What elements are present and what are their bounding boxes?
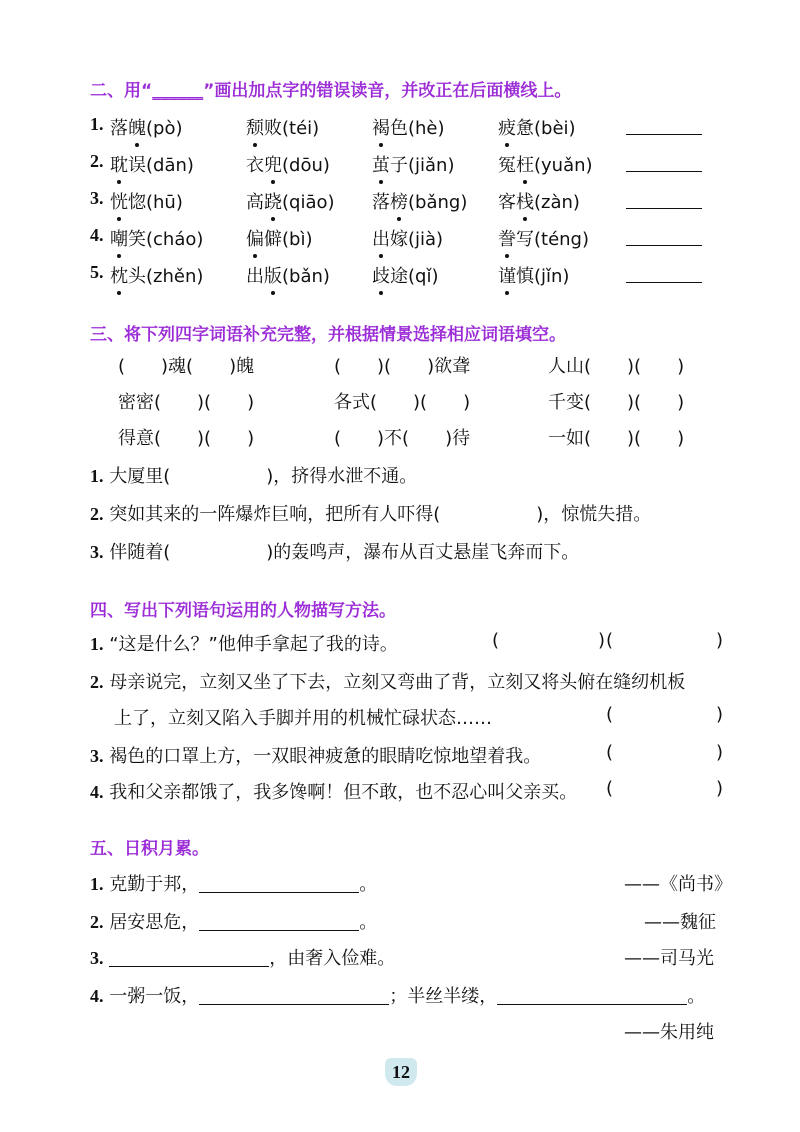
sec2-word: 冤枉(yuǎn) <box>498 151 593 177</box>
paren-close: ) <box>716 778 724 799</box>
source-simaguang: ——司马光 <box>624 948 714 969</box>
sec2-word: 恍惚(hū) <box>110 188 183 214</box>
section-5-title: 五、日积月累。 <box>90 839 209 859</box>
sec2-row-number: 4. <box>90 225 104 245</box>
dotted-character: 跷 <box>264 188 282 214</box>
sec2-word: 颓败(téi) <box>246 114 319 140</box>
dotted-character: 歧 <box>372 262 390 288</box>
answer-line[interactable] <box>626 245 702 246</box>
dotted-character: 颓 <box>246 114 264 140</box>
answer-line[interactable] <box>626 208 702 209</box>
sec2-word: 嘲笑(cháo) <box>110 225 203 251</box>
idiom-blank[interactable]: 各式( )( ) <box>334 392 471 413</box>
section-2-title: 二、用“______”画出加点字的错误读音，并改正在后面横线上。 <box>90 81 572 101</box>
sec5-question-3: 3. ，由奢入俭难。 <box>90 948 396 969</box>
sec2-word: 出嫁(jià) <box>372 225 443 251</box>
sec2-word: 客栈(zàn) <box>498 188 580 214</box>
sec2-word: 衣兜(dōu) <box>246 151 330 177</box>
dotted-character: 枉 <box>516 151 534 177</box>
sec2-word: 誊写(téng) <box>498 225 589 251</box>
section-3-title: 三、将下列四字词语补充完整，并根据情景选择相应词语填空。 <box>90 325 566 345</box>
idiom-blank[interactable]: 人山( )( ) <box>548 356 685 377</box>
sec2-row-number: 1. <box>90 114 104 134</box>
sec3-question-3: 3. 伴随着( )的轰鸣声，瀑布从百丈悬崖飞奔而下。 <box>90 542 580 563</box>
sec4-question-4: 4. 我和父亲都饿了，我多馋啊！但不敢，也不忍心叫父亲买。 <box>90 782 578 803</box>
paren-open: ( <box>606 742 614 763</box>
dotted-character: 版 <box>264 262 282 288</box>
sec3-question-1: 1. 大厦里( )，挤得水泄不通。 <box>90 466 418 487</box>
sec4-question-2: 2. 母亲说完，立刻又坐了下去，立刻又弯曲了背，立刻又将头俯在缝纫机板 <box>90 672 686 693</box>
dotted-character: 栈 <box>516 188 534 214</box>
answer-line[interactable] <box>497 986 687 1005</box>
dotted-character: 褐 <box>372 114 390 140</box>
paren-close: ) <box>598 630 606 651</box>
answer-line[interactable] <box>199 912 359 931</box>
paren-close: ) <box>716 704 724 725</box>
paren-close: ) <box>716 742 724 763</box>
answer-line[interactable] <box>199 874 359 893</box>
sec2-word: 偏僻(bì) <box>246 225 312 251</box>
sec4-question-2-cont: 上了，立刻又陷入手脚并用的机械忙碌状态…… <box>114 708 492 729</box>
dotted-character: 嘲 <box>110 225 128 251</box>
idiom-blank[interactable]: 得意( )( ) <box>118 428 255 449</box>
sec2-word: 落魄(pò) <box>110 114 182 140</box>
sec2-word: 枕头(zhěn) <box>110 262 203 288</box>
dotted-character: 枕 <box>110 262 128 288</box>
dotted-character: 耽 <box>110 151 128 177</box>
sec5-question-2: 2. 居安思危， 。 <box>90 912 378 933</box>
dotted-character: 谨 <box>498 262 516 288</box>
sec5-question-4: 4. 一粥一饭， ；半丝半缕， 。 <box>90 986 706 1007</box>
sec3-question-2: 2. 突如其来的一阵爆炸巨响，把所有人吓得( )，惊慌失措。 <box>90 504 652 525</box>
idiom-blank[interactable]: 一如( )( ) <box>548 428 685 449</box>
dotted-character: 恍 <box>110 188 128 214</box>
sec4-question-1: 1. “这是什么？”他伸手拿起了我的诗。 <box>90 634 398 655</box>
idiom-blank[interactable]: ( )魂( )魄 <box>118 356 255 377</box>
idiom-blank[interactable]: ( )不( )待 <box>334 428 471 449</box>
paren-open: ( <box>492 630 500 651</box>
dotted-character: 出 <box>372 225 390 251</box>
answer-line[interactable] <box>199 986 389 1005</box>
sec4-question-3: 3. 褐色的口罩上方，一双眼神疲惫的眼睛吃惊地望着我。 <box>90 746 542 767</box>
dotted-character: 魄 <box>128 114 146 140</box>
sec5-question-1: 1. 克勤于邦， 。 <box>90 874 378 895</box>
sec2-row-number: 2. <box>90 151 104 171</box>
source-shangshu: ——《尚书》 <box>624 874 732 895</box>
answer-line[interactable] <box>109 948 269 967</box>
dotted-character: 兜 <box>264 151 282 177</box>
dotted-character: 疲 <box>498 114 516 140</box>
page-number: 12 <box>385 1058 417 1086</box>
sec2-word: 茧子(jiǎn) <box>372 151 455 177</box>
sec2-word: 高跷(qiāo) <box>246 188 335 214</box>
sec2-row-number: 5. <box>90 262 104 282</box>
dotted-character: 誊 <box>498 225 516 251</box>
idiom-blank[interactable]: ( )( )欲聋 <box>334 356 471 377</box>
source-zhuyongchun: ——朱用纯 <box>624 1022 714 1043</box>
sec2-word: 耽误(dān) <box>110 151 194 177</box>
sec2-row-number: 3. <box>90 188 104 208</box>
sec2-word: 落榜(bǎng) <box>372 188 467 214</box>
source-weizheng: ——魏征 <box>644 912 716 933</box>
sec2-word: 出版(bǎn) <box>246 262 330 288</box>
dotted-character: 榜 <box>390 188 408 214</box>
sec2-word: 疲惫(bèi) <box>498 114 576 140</box>
paren-close: ) <box>716 630 724 651</box>
paren-open: ( <box>606 630 614 651</box>
answer-line[interactable] <box>626 134 702 135</box>
paren-open: ( <box>606 778 614 799</box>
paren-open: ( <box>606 704 614 725</box>
answer-line[interactable] <box>626 282 702 283</box>
idiom-blank[interactable]: 千变( )( ) <box>548 392 685 413</box>
dotted-character: 偏 <box>246 225 264 251</box>
dotted-character: 茧 <box>372 151 390 177</box>
sec2-word: 歧途(qǐ) <box>372 262 438 288</box>
section-4-title: 四、写出下列语句运用的人物描写方法。 <box>90 601 396 621</box>
idiom-blank[interactable]: 密密( )( ) <box>118 392 255 413</box>
answer-line[interactable] <box>626 171 702 172</box>
sec2-word: 褐色(hè) <box>372 114 445 140</box>
sec2-word: 谨慎(jǐn) <box>498 262 569 288</box>
